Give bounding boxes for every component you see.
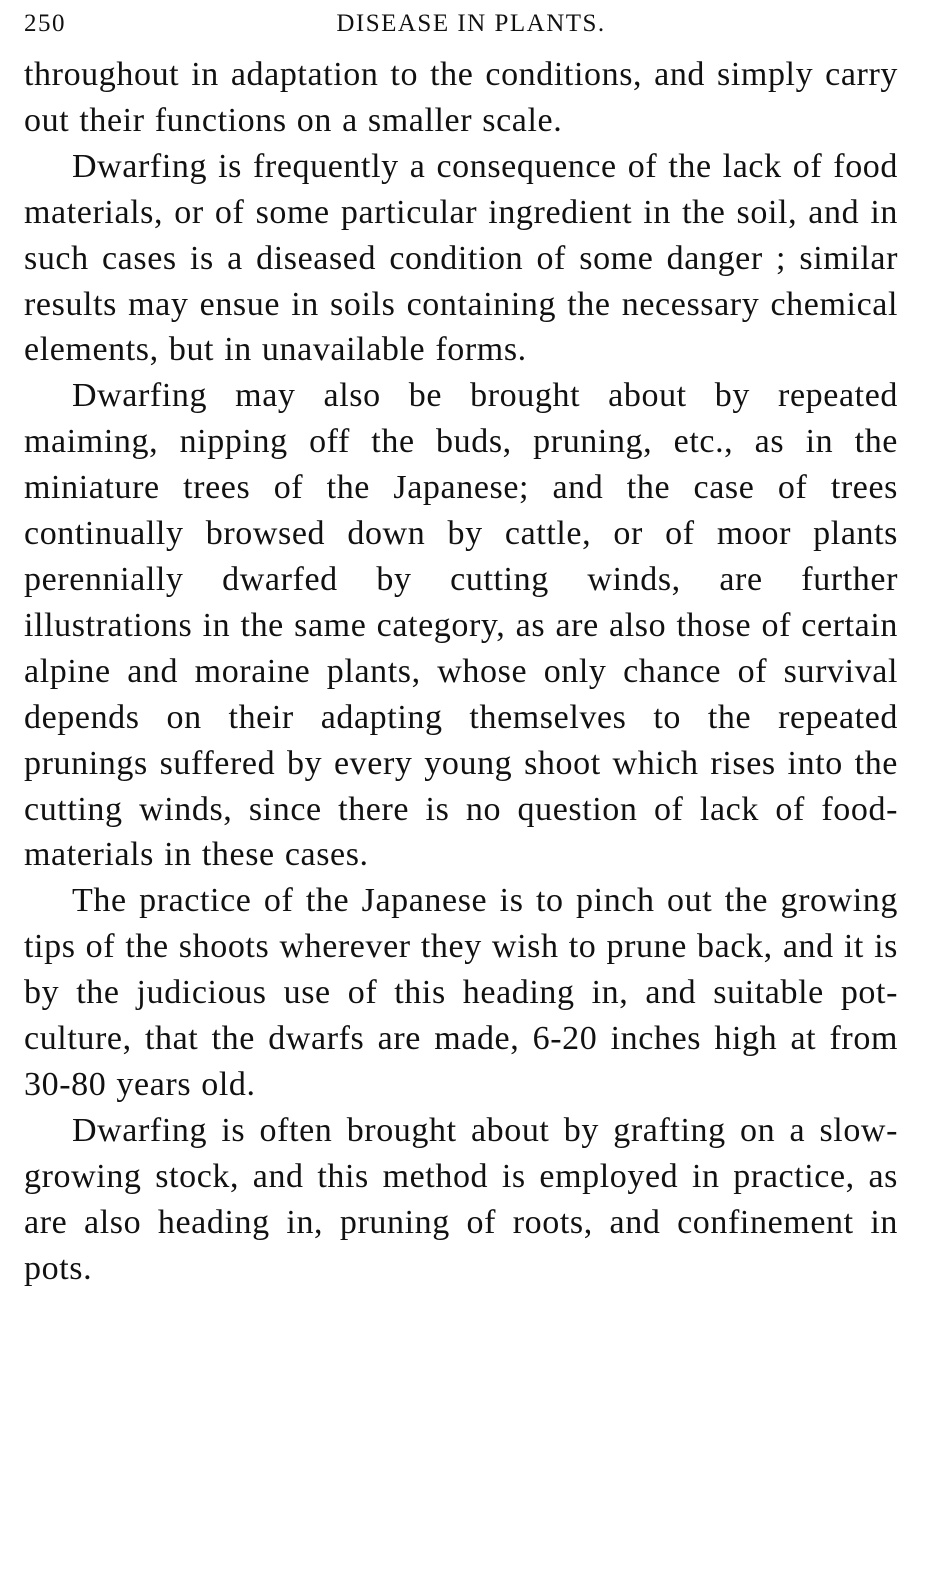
book-page <box>24 0 898 1291</box>
paragraph-dwarfing-grafting: Dwarfing is often brought about by grafting on a slow-growing stock, and this method is employed in practice, as are also heading in, pruning of roots, and confinement in pots. <box>24 1111 898 1287</box>
paragraph-dwarfing-food: Dwarfing is frequently a consequence of the lack of food materials, or of some particular ingredient in the soil, and in such cases is a diseased condition of some danger ; similar results may ensue in soils containing the necessary chemical elements, but in unavailable forms. <box>24 147 898 369</box>
paragraph-dwarfing-maiming: Dwarfing may also be brought about by repeated maiming, nipping off the buds, pruning, etc., as in the miniature trees of the Japanese; and the case of trees continually browsed down by cattle, or of moor plants perennially dwarfed by cutting winds, are further illustrations in the same category, as are also those of certain alpine and moraine plants, whose only chance of survival depends on their adapting themselves to the repeated prunings suffered by every young shoot which rises into the cutting winds, since there is no question of lack of food-materials in these cases. <box>24 377 898 874</box>
body-text <box>24 52 898 1291</box>
running-header <box>24 0 898 52</box>
page-number: 250 <box>24 10 66 37</box>
paragraph-japanese-practice: The practice of the Japanese is to pinch out the growing tips of the shoots wherever they wish to prune back, and it is by the judicious use of this heading in, and suitable pot-culture, that the dwarfs are made, 6-20 inches high at from 30-80 years old. <box>24 882 898 1103</box>
paragraph-continuation: throughout in adaptation to the conditions, and simply carry out their functions on a smaller scale. <box>24 56 898 139</box>
running-title: DISEASE IN PLANTS. <box>336 10 606 37</box>
